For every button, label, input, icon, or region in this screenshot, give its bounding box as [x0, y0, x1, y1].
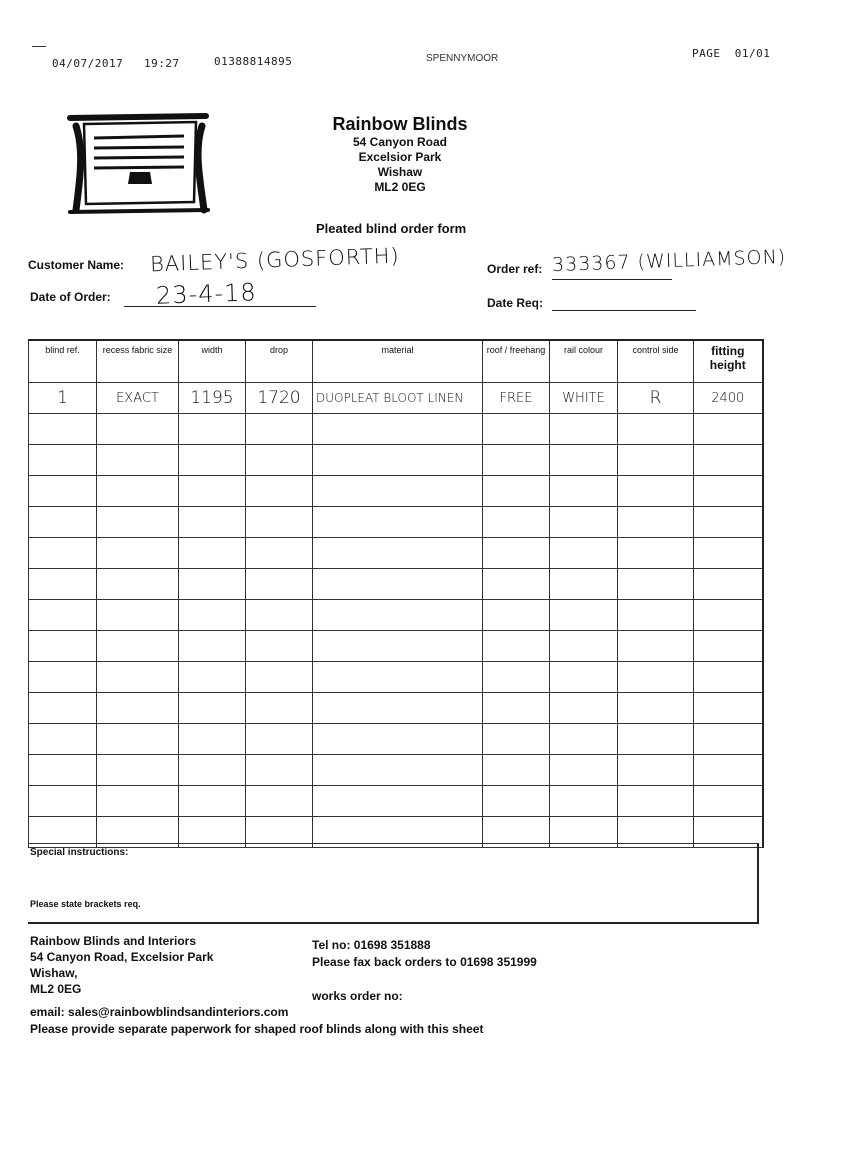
- empty-cell[interactable]: [97, 414, 179, 445]
- empty-cell[interactable]: [483, 414, 550, 445]
- company-address-line: ML2 0EG: [374, 180, 426, 194]
- empty-cell[interactable]: [483, 786, 550, 817]
- empty-cell[interactable]: [29, 693, 97, 724]
- empty-cell[interactable]: [313, 786, 483, 817]
- footer-note: Please provide separate paperwork for shaped roof blinds along with this sheet: [30, 1022, 484, 1036]
- footer-address: [30, 933, 213, 997]
- empty-cell[interactable]: [483, 507, 550, 538]
- empty-cell[interactable]: [313, 538, 483, 569]
- footer-tel: Tel no: 01698 351888: [312, 938, 431, 952]
- empty-cell[interactable]: [550, 445, 618, 476]
- empty-cell[interactable]: [246, 507, 313, 538]
- table-row: [29, 476, 763, 507]
- col-roof-freehang: roof / freehang: [483, 340, 550, 383]
- date-of-order-label: Date of Order:: [30, 290, 111, 304]
- empty-cell[interactable]: [179, 476, 246, 507]
- empty-cell[interactable]: [550, 724, 618, 755]
- empty-cell[interactable]: [694, 755, 763, 786]
- fax-number: 01388814895: [214, 55, 293, 68]
- empty-cell[interactable]: [29, 507, 97, 538]
- empty-cell[interactable]: [246, 724, 313, 755]
- empty-cell[interactable]: [179, 724, 246, 755]
- empty-cell[interactable]: [483, 476, 550, 507]
- empty-cell[interactable]: [694, 538, 763, 569]
- empty-cell[interactable]: [550, 631, 618, 662]
- empty-cell[interactable]: [618, 600, 694, 631]
- empty-cell[interactable]: [29, 662, 97, 693]
- cell-control-side[interactable]: R: [618, 383, 694, 414]
- empty-cell[interactable]: [97, 755, 179, 786]
- empty-cell[interactable]: [313, 693, 483, 724]
- empty-cell[interactable]: [483, 445, 550, 476]
- empty-cell[interactable]: [694, 786, 763, 817]
- empty-cell[interactable]: [29, 445, 97, 476]
- empty-cell[interactable]: [618, 786, 694, 817]
- empty-cell[interactable]: [618, 476, 694, 507]
- empty-cell[interactable]: [483, 538, 550, 569]
- footer-address-line: Wishaw,: [30, 966, 78, 980]
- footer-fax-back: Please fax back orders to 01698 351999: [312, 955, 537, 969]
- empty-cell[interactable]: [179, 755, 246, 786]
- empty-cell[interactable]: [313, 507, 483, 538]
- empty-cell[interactable]: [246, 445, 313, 476]
- empty-cell[interactable]: [694, 445, 763, 476]
- table-row: [29, 724, 763, 755]
- table-row: [29, 507, 763, 538]
- empty-cell[interactable]: [483, 569, 550, 600]
- empty-cell[interactable]: [313, 445, 483, 476]
- col-width: width: [179, 340, 246, 383]
- order-ref-line: [552, 279, 672, 280]
- empty-cell[interactable]: [97, 445, 179, 476]
- empty-cell[interactable]: [179, 631, 246, 662]
- cell-blind-ref[interactable]: 1: [29, 383, 97, 414]
- col-recess-fabric-size: recess fabric size: [97, 340, 179, 383]
- empty-cell[interactable]: [550, 507, 618, 538]
- empty-cell[interactable]: [29, 538, 97, 569]
- cell-fitting-height[interactable]: 2400: [694, 383, 763, 414]
- empty-cell[interactable]: [246, 414, 313, 445]
- empty-cell[interactable]: [97, 538, 179, 569]
- empty-cell[interactable]: [618, 693, 694, 724]
- table-row: [29, 569, 763, 600]
- cell-material[interactable]: DUOPLEAT BLOOT LINEN: [313, 383, 483, 414]
- empty-cell[interactable]: [29, 414, 97, 445]
- empty-cell[interactable]: [97, 693, 179, 724]
- footer-works-order: works order no:: [312, 989, 403, 1003]
- empty-cell[interactable]: [246, 693, 313, 724]
- empty-cell[interactable]: [313, 755, 483, 786]
- empty-cell[interactable]: [618, 414, 694, 445]
- empty-cell[interactable]: [29, 724, 97, 755]
- footer-address-line: Rainbow Blinds and Interiors: [30, 934, 197, 948]
- brackets-label: Please state brackets req.: [30, 899, 141, 909]
- window-blind-logo-icon: [66, 110, 214, 220]
- empty-cell[interactable]: [694, 476, 763, 507]
- company-block: [300, 114, 500, 195]
- empty-cell[interactable]: [179, 538, 246, 569]
- table-row: [29, 786, 763, 817]
- company-address-line: 54 Canyon Road: [352, 135, 448, 149]
- empty-cell[interactable]: [694, 631, 763, 662]
- table-row: [29, 631, 763, 662]
- empty-cell[interactable]: [550, 538, 618, 569]
- empty-cell[interactable]: [246, 786, 313, 817]
- col-blind-ref: blind ref.: [29, 340, 97, 383]
- empty-cell[interactable]: [483, 693, 550, 724]
- empty-cell[interactable]: [550, 693, 618, 724]
- empty-cell[interactable]: [246, 569, 313, 600]
- cell-rail-colour[interactable]: WHITE: [550, 383, 618, 414]
- empty-cell[interactable]: [179, 507, 246, 538]
- empty-cell[interactable]: [179, 414, 246, 445]
- cell-roof-freehang[interactable]: FREE: [483, 383, 550, 414]
- company-address-line: Excelsior Park: [358, 150, 442, 164]
- empty-cell[interactable]: [246, 538, 313, 569]
- col-rail-colour: rail colour: [550, 340, 618, 383]
- scan-mark: [32, 46, 46, 47]
- empty-cell[interactable]: [313, 600, 483, 631]
- col-control-side: control side: [618, 340, 694, 383]
- table-row: [29, 693, 763, 724]
- empty-cell[interactable]: [313, 662, 483, 693]
- empty-cell[interactable]: [97, 600, 179, 631]
- empty-cell[interactable]: [694, 507, 763, 538]
- empty-cell[interactable]: [694, 600, 763, 631]
- cell-drop[interactable]: 1720: [246, 383, 313, 414]
- empty-cell[interactable]: [618, 507, 694, 538]
- empty-cell[interactable]: [550, 476, 618, 507]
- empty-cell[interactable]: [179, 786, 246, 817]
- empty-cell[interactable]: [483, 631, 550, 662]
- date-of-order-value[interactable]: 23-4-18: [155, 278, 258, 310]
- footer-address-line: ML2 0EG: [30, 982, 82, 996]
- order-ref-value[interactable]: 333367 (WILLIAMSON): [551, 245, 787, 277]
- company-address-line: Wishaw: [377, 165, 423, 179]
- empty-cell[interactable]: [29, 476, 97, 507]
- empty-cell[interactable]: [246, 755, 313, 786]
- col-drop: drop: [246, 340, 313, 383]
- empty-cell[interactable]: [97, 786, 179, 817]
- date-req-label: Date Req:: [487, 296, 544, 310]
- empty-cell[interactable]: [246, 476, 313, 507]
- empty-cell[interactable]: [618, 755, 694, 786]
- table-row: [29, 445, 763, 476]
- empty-cell[interactable]: [179, 693, 246, 724]
- empty-cell[interactable]: [550, 786, 618, 817]
- footer-address-line: 54 Canyon Road, Excelsior Park: [30, 950, 214, 964]
- table-row: [29, 662, 763, 693]
- customer-name-value[interactable]: BAILEY'S (GOSFORTH): [149, 243, 401, 277]
- table-row: [29, 538, 763, 569]
- empty-cell[interactable]: [29, 786, 97, 817]
- empty-cell[interactable]: [29, 755, 97, 786]
- cell-width[interactable]: 1195: [179, 383, 246, 414]
- empty-cell[interactable]: [618, 538, 694, 569]
- table-row: [29, 600, 763, 631]
- empty-cell[interactable]: [618, 724, 694, 755]
- empty-cell[interactable]: [179, 662, 246, 693]
- empty-cell[interactable]: [29, 600, 97, 631]
- order-ref-label: Order ref:: [487, 262, 543, 276]
- empty-cell[interactable]: [97, 569, 179, 600]
- fax-date: 04/07/2017: [52, 57, 124, 70]
- empty-cell[interactable]: [313, 631, 483, 662]
- special-instructions-label: Special instructions:: [30, 847, 129, 858]
- order-table: [28, 339, 764, 848]
- empty-cell[interactable]: [483, 662, 550, 693]
- empty-cell[interactable]: [618, 445, 694, 476]
- col-material: material: [313, 340, 483, 383]
- form-title: Pleated blind order form: [316, 221, 467, 236]
- empty-cell[interactable]: [694, 414, 763, 445]
- empty-cell[interactable]: [29, 631, 97, 662]
- empty-cell[interactable]: [694, 662, 763, 693]
- fax-page: PAGE 01/01: [692, 47, 771, 60]
- empty-cell[interactable]: [618, 631, 694, 662]
- empty-cell[interactable]: [313, 724, 483, 755]
- empty-cell[interactable]: [694, 724, 763, 755]
- company-name: Rainbow Blinds: [332, 114, 468, 134]
- empty-cell[interactable]: [483, 600, 550, 631]
- footer-email: email: sales@rainbowblindsandinteriors.com: [30, 1005, 289, 1019]
- empty-cell[interactable]: [550, 600, 618, 631]
- empty-cell[interactable]: [29, 569, 97, 600]
- empty-cell[interactable]: [483, 755, 550, 786]
- empty-cell[interactable]: [97, 662, 179, 693]
- fax-location: SPENNYMOOR: [426, 53, 499, 64]
- empty-cell[interactable]: [313, 476, 483, 507]
- empty-cell[interactable]: [246, 631, 313, 662]
- table-row: [29, 755, 763, 786]
- col-fitting-height: fitting height: [694, 340, 763, 383]
- empty-cell[interactable]: [179, 569, 246, 600]
- table-row: [29, 414, 763, 445]
- empty-cell[interactable]: [97, 631, 179, 662]
- empty-cell[interactable]: [694, 693, 763, 724]
- empty-cell[interactable]: [179, 445, 246, 476]
- table-row: [29, 383, 763, 414]
- empty-cell[interactable]: [550, 755, 618, 786]
- empty-cell[interactable]: [618, 569, 694, 600]
- empty-cell[interactable]: [246, 600, 313, 631]
- special-instructions-box[interactable]: [28, 843, 759, 924]
- cell-recess-fabric-size[interactable]: EXACT: [97, 383, 179, 414]
- table-header-row: [29, 340, 763, 383]
- empty-cell[interactable]: [550, 414, 618, 445]
- empty-cell[interactable]: [618, 662, 694, 693]
- empty-cell[interactable]: [313, 414, 483, 445]
- empty-cell[interactable]: [313, 569, 483, 600]
- empty-cell[interactable]: [179, 600, 246, 631]
- empty-cell[interactable]: [97, 724, 179, 755]
- empty-cell[interactable]: [550, 569, 618, 600]
- empty-cell[interactable]: [97, 507, 179, 538]
- customer-name-label: Customer Name:: [28, 258, 125, 272]
- empty-cell[interactable]: [694, 569, 763, 600]
- empty-cell[interactable]: [550, 662, 618, 693]
- empty-cell[interactable]: [246, 662, 313, 693]
- date-req-field[interactable]: [552, 310, 696, 311]
- empty-cell[interactable]: [97, 476, 179, 507]
- fax-time: 19:27: [144, 57, 180, 70]
- empty-cell[interactable]: [483, 724, 550, 755]
